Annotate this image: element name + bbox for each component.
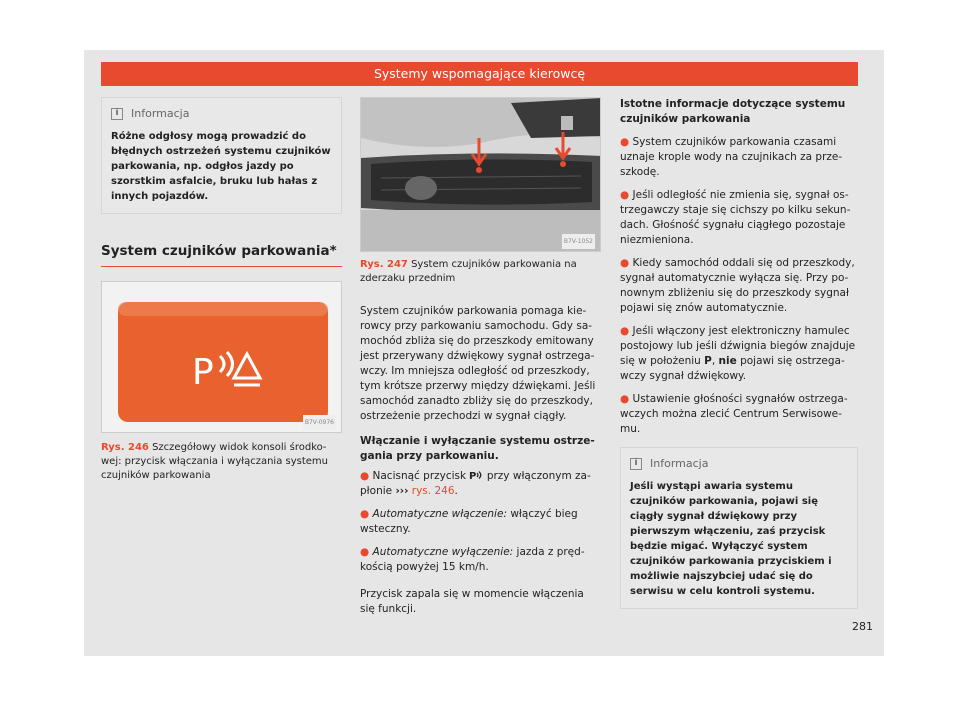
header-title: Systemy wspomagające kierowcę [373,66,586,81]
info-box-title: Informacja [131,107,190,120]
bullet-auto-on [360,507,601,537]
button-light-paragraph: Przycisk zapala się w momencie włączenia się funkcji. [360,588,584,615]
figure-246 [101,281,342,433]
parking-sensor-icon [469,470,483,480]
bullet-text: Jeśli włączony jest elektroniczny hamulec postojowy lub jeśli dźwignia biegów znajduje się w położeniu [620,325,856,367]
info-box-failure [620,447,858,609]
figure-246-caption [101,441,342,483]
bullet-text: włączyć bieg wsteczny. [360,508,578,535]
bullet-volume-setting [620,392,858,437]
section-title: System czujników parkowania* [101,243,337,259]
info-box-body: Jeśli wystąpi awaria systemu czujników parkowania, pojawi się ciągły sygnał dźwiękowy przy pierwszym włączeniu, zaś przycisk będzie migać. Wyłączyć system czujników parkowania przyciskiem i możliwie najszybciej udać się do serwisu w celu kontroli systemu. [630,481,832,597]
bullet-text: jazda z prędkością powyżej 15 km/h. [360,546,585,573]
bullet-dot: ● [620,393,630,405]
car-bumper-illustration [361,98,601,252]
gear-position-label: P [704,355,712,367]
bullet-text: Kiedy samochód oddali się od przeszkody, sygnał automatycznie wyłącza się. Przy ponownym zbliżeniu się do przeszkody sygnał pojawi się znów automatycznie. [620,257,855,314]
section-rule [101,266,342,267]
caption-text: System czujników parkowania na zderzaku przednim [360,259,577,284]
info-box-noise [101,97,342,214]
page-header [101,62,858,86]
bullet-text-sep: , [711,355,716,367]
info-icon: i [111,108,123,120]
figure-number: Rys. 247 [360,259,408,270]
figure-247-caption [360,258,601,286]
info-box-header [621,448,857,477]
bullet-dot: ● [620,136,630,148]
bullet-dot: ● [360,546,370,558]
bullet-emphasis: nie [718,355,737,367]
bullet-auto-off [360,545,601,575]
left-column [101,97,342,483]
page-number: 281 [852,620,873,633]
figure-number: Rys. 246 [101,442,149,453]
bullet-dot: ● [620,189,630,201]
bullet-text: Jeśli odległość nie zmienia się, sygnał ostrzegawczy staje się cichszy po kilku sekundach. Głośność sygnału ciągłego pozostaje niezmieniona. [620,189,851,246]
on-off-subheading: Włączanie i wyłączanie systemu ostrzegania przy parkowaniu. [360,435,595,462]
info-box-header [102,98,341,127]
bullet-dot: ● [360,470,370,482]
bullet-text: pojawi się ostrzegawczy sygnał dźwiękowy. [620,355,845,382]
bullet-text: Nacisnąć przycisk [372,470,467,482]
bullet-constant-distance [620,188,858,248]
bullet-text: System czujników parkowania czasami uznaje krople wody na czujnikach za przeszkodę. [620,136,843,178]
bullet-dot: ● [360,508,370,520]
bullet-dot: ● [620,257,630,269]
bullet-italic-label: Automatyczne wyłączenie: [372,546,514,558]
svg-text:P: P [469,471,477,480]
bullet-italic-label: Automatyczne włączenie: [372,508,507,520]
parking-button-illustration [102,282,342,433]
bullet-text: Ustawienie głośności sygnałów ostrzegawczych można zlecić Centrum Serwisowemu. [620,393,848,435]
important-info-subheading: Istotne informacje dotyczące systemu czujników parkowania [620,98,846,125]
figure-reference-link[interactable]: rys. 246 [411,485,455,497]
middle-column [360,97,601,625]
info-box-body: Różne odgłosy mogą prowadzić do błędnych ostrzeżeń systemu czujników parkowania, np. odgłos jazdy po szorstkim asfalcie, bruku lub hałas z innych pojazdów. [111,131,331,202]
reference-arrow: ››› [395,485,409,497]
figure-code: B7V-1052 [562,234,595,249]
bullet-dot: ● [620,325,630,337]
svg-text:P: P [192,352,214,393]
figure-code: B7V-0976 [303,415,336,430]
bullet-press-button [360,469,601,499]
bullet-parking-brake [620,324,858,384]
bullet-moving-away [620,256,858,316]
caption-text: Szczegółowy widok konsoli środkowej: przycisk włączania i wyłączania systemu czujników parkowania [101,442,328,481]
figure-247 [360,97,601,252]
right-column [620,97,858,609]
bullet-text: przy włączonym zapłonie [360,470,591,497]
intro-paragraph: System czujników parkowania pomaga kierowcy przy parkowaniu samochodu. Gdy samochód zbliża się do przeszkody emitowany jest przerywany dźwiękowy sygnał ostrzegawczy. Im mniejsza odległość od przeszkody, tym krótsze przerwy między dźwiękami. Jeśli samochód zanadto zbliży się do przeszkody, ostrzeżenie przechodzi w sygnał ciągły. [360,305,596,422]
bullet-water-drops [620,135,858,180]
bullet-text-end: . [454,485,458,497]
info-icon: i [630,458,642,470]
info-box-title: Informacja [650,457,709,470]
